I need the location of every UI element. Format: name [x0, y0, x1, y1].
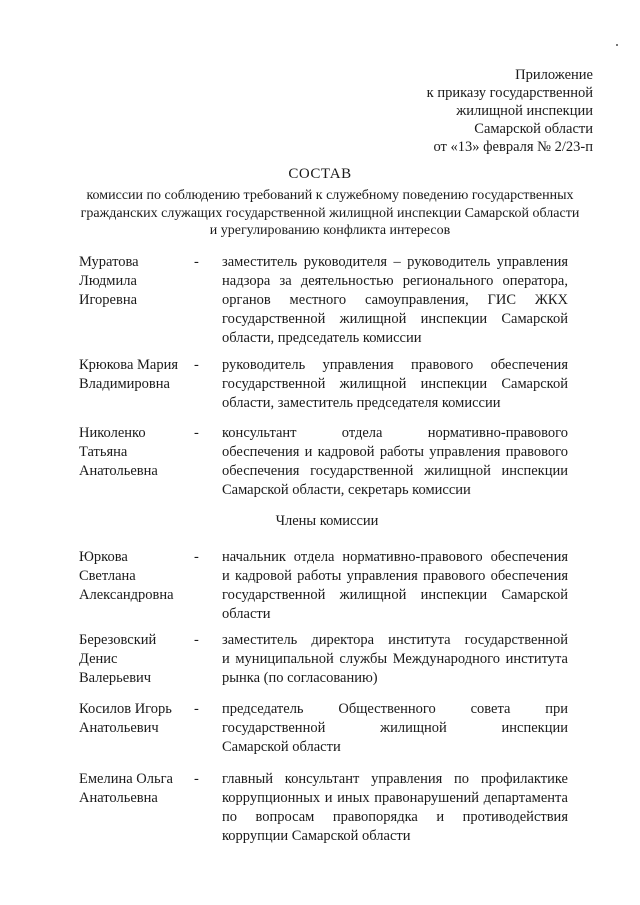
name-line: Анатольевна: [79, 463, 158, 479]
subtitle-line: комиссии по соблюдению требований к служебному поведению государственных: [86, 188, 574, 203]
role-line: по вопросам правопорядка и противодействия: [222, 809, 568, 825]
section-title-members: Члены комиссии: [275, 513, 379, 529]
role-line: органов местного самоуправления, ГИС ЖКХ: [222, 292, 568, 308]
appendix-line: Самарской области: [474, 121, 593, 137]
name-line: Александровна: [79, 587, 174, 603]
role-line: Самарской области: [222, 739, 341, 755]
member-name: [79, 424, 197, 481]
role-line: председатель Общественного совета при: [222, 701, 568, 717]
name-line: Анатольевна: [79, 790, 158, 806]
appendix-line: жилищной инспекции: [456, 103, 593, 119]
member-name: [79, 770, 197, 808]
member-role: [222, 700, 568, 757]
member-name: [79, 700, 197, 738]
name-line: Татьяна: [79, 444, 128, 460]
subtitle-line: гражданских служащих государственной жилищной инспекции Самарской области: [80, 205, 580, 221]
name-line: Юркова: [79, 549, 128, 565]
role-line: области, председатель комиссии: [222, 330, 422, 346]
subtitle-line: и урегулированию конфликта интересов: [209, 223, 451, 238]
role-line: обеспечения и кадровой работы управления правового: [222, 444, 568, 460]
name-line: Крюкова Мария: [79, 357, 179, 373]
role-line: Самарской области, секретарь комиссии: [222, 482, 471, 498]
name-line: Николенко: [79, 425, 146, 441]
member-role: [222, 770, 568, 846]
name-line: Владимировна: [79, 376, 170, 392]
role-line: коррупционных и иных правонарушений департамента: [222, 790, 568, 806]
role-line: обеспечения государственной жилищной инспекции: [222, 463, 568, 479]
dash-separator: -: [194, 254, 199, 270]
dash-separator: -: [194, 425, 199, 441]
member-name: [79, 253, 197, 310]
role-line: консультант отдела нормативно-правового: [222, 425, 568, 441]
role-line: области: [222, 606, 271, 622]
name-line: Анатольевич: [79, 720, 159, 736]
role-line: области, заместитель председателя комиссии: [222, 395, 501, 411]
dash-separator: -: [194, 771, 199, 787]
member-name: [79, 548, 197, 605]
role-line: государственной жилищной инспекции: [222, 720, 568, 736]
member-role: [222, 548, 568, 624]
name-line: Косилов Игорь: [79, 701, 172, 717]
role-line: рынка (по согласованию): [222, 670, 378, 686]
role-line: заместитель руководителя – руководитель управления: [222, 254, 568, 270]
name-line: Игоревна: [79, 292, 138, 308]
role-line: заместитель директора института государственной: [222, 632, 568, 648]
appendix-header: [353, 66, 593, 156]
role-line: и кадровой работы управления правового обеспечения: [222, 568, 568, 584]
role-line: руководитель управления правового обеспечения: [222, 357, 568, 373]
name-line: Муратова: [79, 254, 139, 270]
appendix-line: от «13» февраля № 2/23-п: [433, 139, 593, 155]
name-line: Денис: [79, 651, 118, 667]
member-role: [222, 356, 568, 413]
appendix-line: Приложение: [515, 67, 593, 83]
dash-separator: -: [194, 701, 199, 717]
document-subtitle: [60, 187, 600, 240]
dash-separator: -: [194, 357, 199, 373]
member-name: [79, 356, 197, 394]
document-title: СОСТАВ: [288, 166, 352, 182]
member-name: [79, 631, 197, 688]
role-line: государственной жилищной инспекции Самарской: [222, 376, 568, 392]
member-role: [222, 424, 568, 500]
role-line: коррупции Самарской области: [222, 828, 411, 844]
name-line: Емелина Ольга: [79, 771, 173, 787]
member-role: [222, 253, 568, 348]
dash-separator: -: [194, 632, 199, 648]
role-line: начальник отдела нормативно-правового обеспечения: [222, 549, 568, 565]
member-role: [222, 631, 568, 688]
role-line: государственной жилищной инспекции Самарской: [222, 311, 568, 327]
name-line: Светлана: [79, 568, 136, 584]
appendix-line: к приказу государственной: [426, 85, 593, 101]
role-line: и муниципальной службы Международного института: [222, 651, 568, 667]
role-line: государственной жилищной инспекции Самарской: [222, 587, 568, 603]
name-line: Березовский: [79, 632, 157, 648]
name-line: Людмила: [79, 273, 137, 289]
scan-speck: [616, 44, 618, 46]
role-line: надзора за деятельностью регионального оператора,: [222, 273, 568, 289]
dash-separator: -: [194, 549, 199, 565]
name-line: Валерьевич: [79, 670, 152, 686]
role-line: главный консультант управления по профилактике: [222, 771, 568, 787]
